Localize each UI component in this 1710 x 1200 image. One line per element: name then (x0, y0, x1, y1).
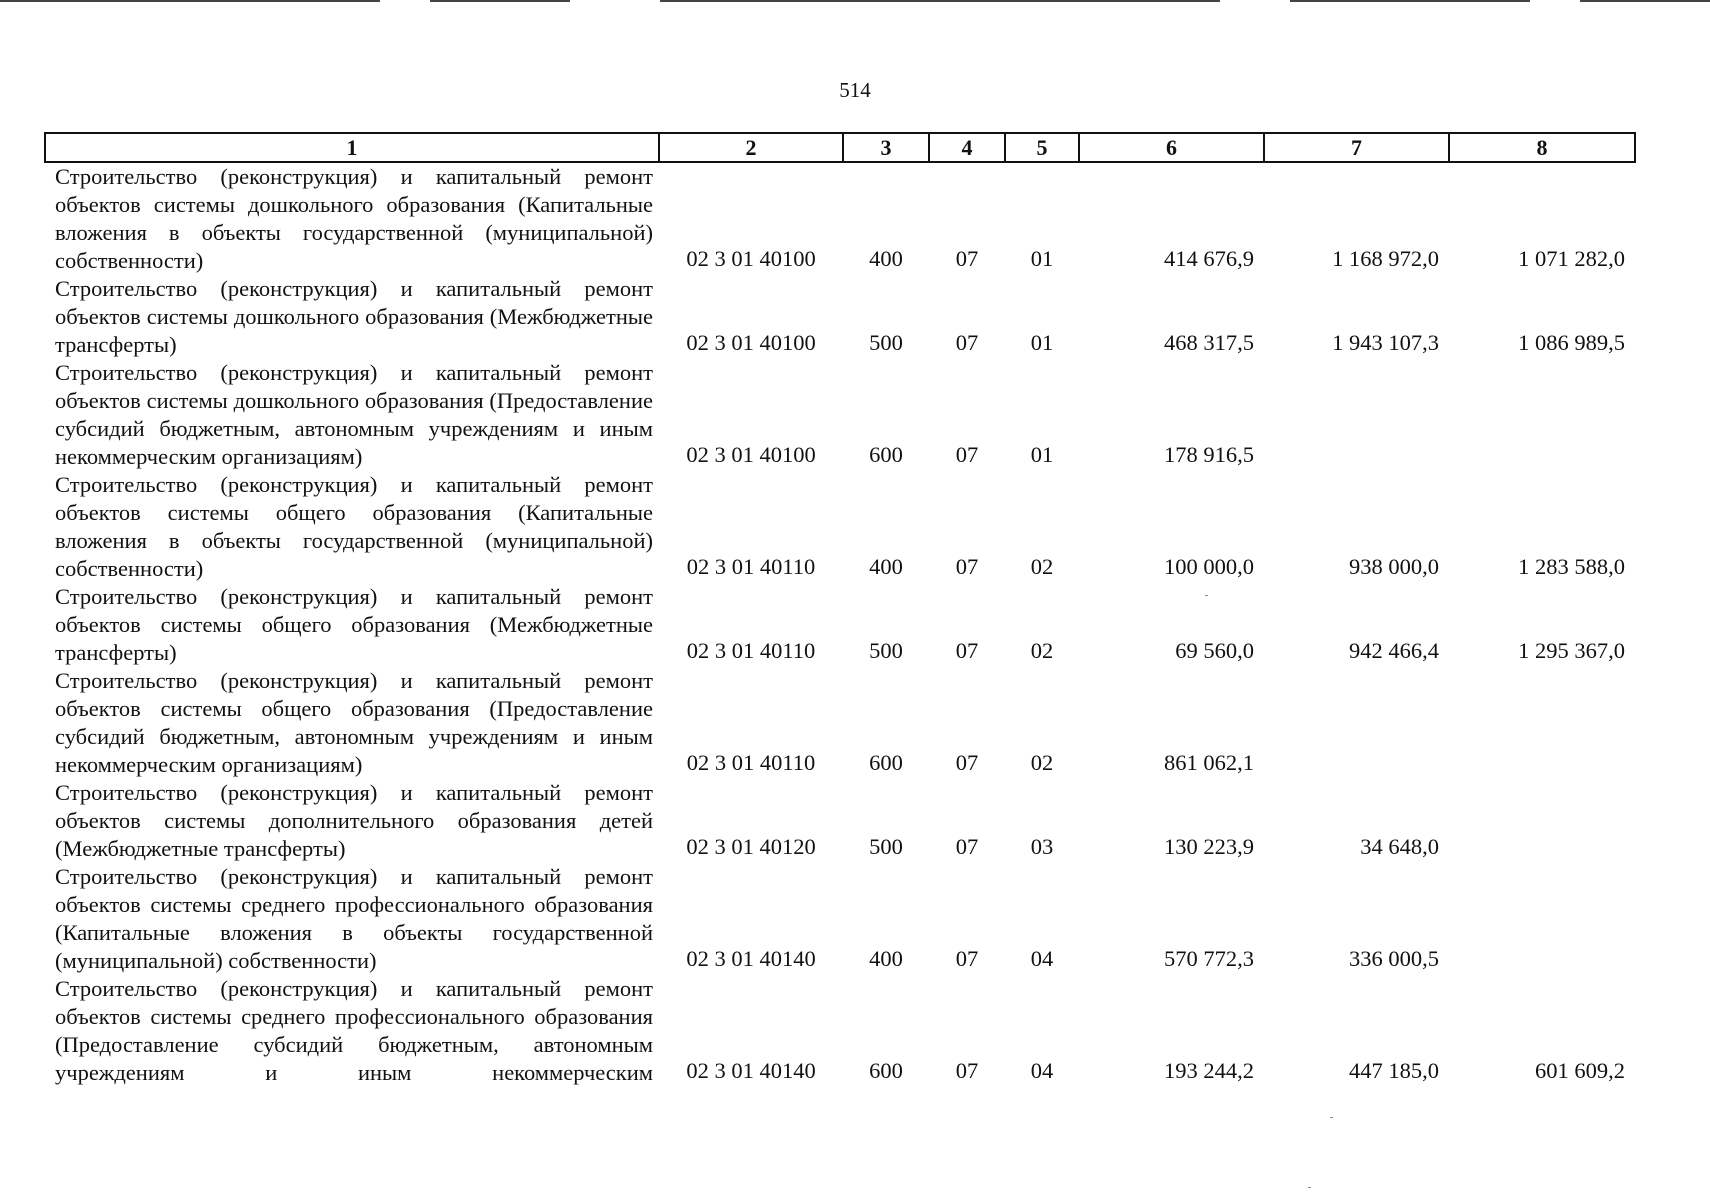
row-col3: 500 (869, 638, 903, 663)
header-col-5: 5 (1005, 133, 1079, 162)
scan-edge-mark (1290, 0, 1530, 2)
header-col-6: 6 (1079, 133, 1264, 162)
row-col3: 600 (869, 750, 903, 775)
row-col7: 447 185,0 (1349, 1058, 1439, 1083)
table-row (45, 863, 1635, 975)
row-col5: 03 (1030, 834, 1054, 859)
row-col4: 07 (955, 554, 979, 579)
row-col8 (1449, 863, 1635, 975)
row-col8 (1449, 359, 1635, 471)
row-col7: 34 648,0 (1360, 834, 1439, 859)
row-col7: 938 000,0 (1349, 554, 1439, 579)
row-col4: 07 (955, 638, 979, 663)
scan-speck (1308, 1187, 1311, 1188)
table-row (45, 975, 1635, 1087)
table-row (45, 667, 1635, 779)
row-description: Строительство (реконструкция) и капитальный ремонт объектов системы дошкольного образования (Капитальные вложения в объекты государственной (муниципальной) собственности) (55, 164, 653, 273)
header-col-4: 4 (929, 133, 1005, 162)
row-col5: 02 (1030, 750, 1054, 775)
scan-speck (1205, 595, 1208, 596)
row-code: 02 3 01 40140 (686, 946, 816, 971)
row-col4: 07 (955, 946, 979, 971)
table-row (45, 162, 1635, 275)
row-col5: 02 (1030, 554, 1054, 579)
row-col4: 07 (955, 330, 979, 355)
row-col8: 1 283 588,0 (1518, 554, 1625, 579)
header-col-7: 7 (1264, 133, 1449, 162)
row-code: 02 3 01 40140 (686, 1058, 816, 1083)
row-col8: 1 086 989,5 (1518, 330, 1625, 355)
row-code: 02 3 01 40120 (686, 834, 816, 859)
row-col5: 04 (1030, 1058, 1054, 1083)
page-number: 514 (839, 78, 871, 102)
row-code: 02 3 01 40110 (686, 554, 816, 579)
scan-speck (1330, 1117, 1333, 1118)
row-description: Строительство (реконструкция) и капитальный ремонт объектов системы дополнительного образования детей (Межбюджетные трансферты) (55, 780, 653, 861)
table-row (45, 471, 1635, 583)
row-col4: 07 (955, 750, 979, 775)
row-description: Строительство (реконструкция) и капитальный ремонт объектов системы дошкольного образования (Межбюджетные трансферты) (55, 276, 653, 357)
row-col6: 193 244,2 (1164, 1058, 1254, 1083)
row-col5: 01 (1030, 330, 1054, 355)
row-code: 02 3 01 40110 (686, 638, 816, 663)
row-code: 02 3 01 40110 (686, 750, 816, 775)
row-col7: 1 943 107,3 (1332, 330, 1439, 355)
row-col6: 130 223,9 (1164, 834, 1254, 859)
row-col8 (1449, 779, 1635, 863)
row-code: 02 3 01 40100 (686, 330, 816, 355)
row-col8: 1 071 282,0 (1518, 246, 1625, 271)
row-col3: 500 (869, 834, 903, 859)
table-row (45, 583, 1635, 667)
row-col6: 468 317,5 (1164, 330, 1254, 355)
row-col5: 01 (1030, 246, 1054, 271)
row-description: Строительство (реконструкция) и капитальный ремонт объектов системы среднего профессионального образования (Капитальные вложения в объекты государственной (муниципальной) собственности) (55, 864, 653, 973)
scan-edge-mark (660, 0, 1220, 2)
row-col8 (1449, 667, 1635, 779)
row-col3: 400 (869, 554, 903, 579)
budget-table (44, 132, 1636, 1087)
row-col5: 02 (1030, 638, 1054, 663)
header-col-2: 2 (659, 133, 843, 162)
row-col6: 570 772,3 (1164, 946, 1254, 971)
row-col6: 861 062,1 (1164, 750, 1254, 775)
table-row (45, 779, 1635, 863)
row-code: 02 3 01 40100 (686, 442, 816, 467)
row-col3: 600 (869, 442, 903, 467)
row-col6: 414 676,9 (1164, 246, 1254, 271)
row-col3: 400 (869, 946, 903, 971)
row-col7: 1 168 972,0 (1332, 246, 1439, 271)
row-col4: 07 (955, 246, 979, 271)
row-description: Строительство (реконструкция) и капитальный ремонт объектов системы среднего профессионального образования (Предоставление субсидий бюджетным, автономным учреждениям и иным некоммерческим (55, 976, 653, 1085)
table-row (45, 275, 1635, 359)
table-row (45, 359, 1635, 471)
row-description: Строительство (реконструкция) и капитальный ремонт объектов системы общего образования (Капитальные вложения в объекты государственной (муниципальной) собственности) (55, 472, 653, 581)
row-col7: 336 000,5 (1349, 946, 1439, 971)
header-row (45, 133, 1635, 162)
row-col3: 400 (869, 246, 903, 271)
row-code: 02 3 01 40100 (686, 246, 816, 271)
header-col-1: 1 (45, 133, 659, 162)
row-col6: 178 916,5 (1164, 442, 1254, 467)
row-description: Строительство (реконструкция) и капитальный ремонт объектов системы общего образования (Межбюджетные трансферты) (55, 584, 653, 665)
scan-edge-mark (1580, 0, 1710, 2)
row-col7: 942 466,4 (1349, 638, 1439, 663)
row-col6: 100 000,0 (1164, 554, 1254, 579)
row-col4: 07 (955, 834, 979, 859)
row-description: Строительство (реконструкция) и капитальный ремонт объектов системы дошкольного образования (Предоставление субсидий бюджетным, автономным учреждениям и иным некоммерческим организациям) (55, 360, 653, 469)
row-description: Строительство (реконструкция) и капитальный ремонт объектов системы общего образования (Предоставление субсидий бюджетным, автономным учреждениям и иным некоммерческим организациям) (55, 668, 653, 777)
row-col3: 500 (869, 330, 903, 355)
header-col-8: 8 (1449, 133, 1635, 162)
row-col7 (1264, 667, 1449, 779)
row-col4: 07 (955, 442, 979, 467)
scan-edge-mark (430, 0, 570, 2)
scan-edge-mark (0, 0, 380, 2)
row-col5: 04 (1030, 946, 1054, 971)
header-col-3: 3 (843, 133, 929, 162)
row-col8: 1 295 367,0 (1518, 638, 1625, 663)
row-col8: 601 609,2 (1535, 1058, 1625, 1083)
row-col3: 600 (869, 1058, 903, 1083)
row-col4: 07 (955, 1058, 979, 1083)
row-col6: 69 560,0 (1175, 638, 1254, 663)
row-col7 (1264, 359, 1449, 471)
row-col5: 01 (1030, 442, 1054, 467)
